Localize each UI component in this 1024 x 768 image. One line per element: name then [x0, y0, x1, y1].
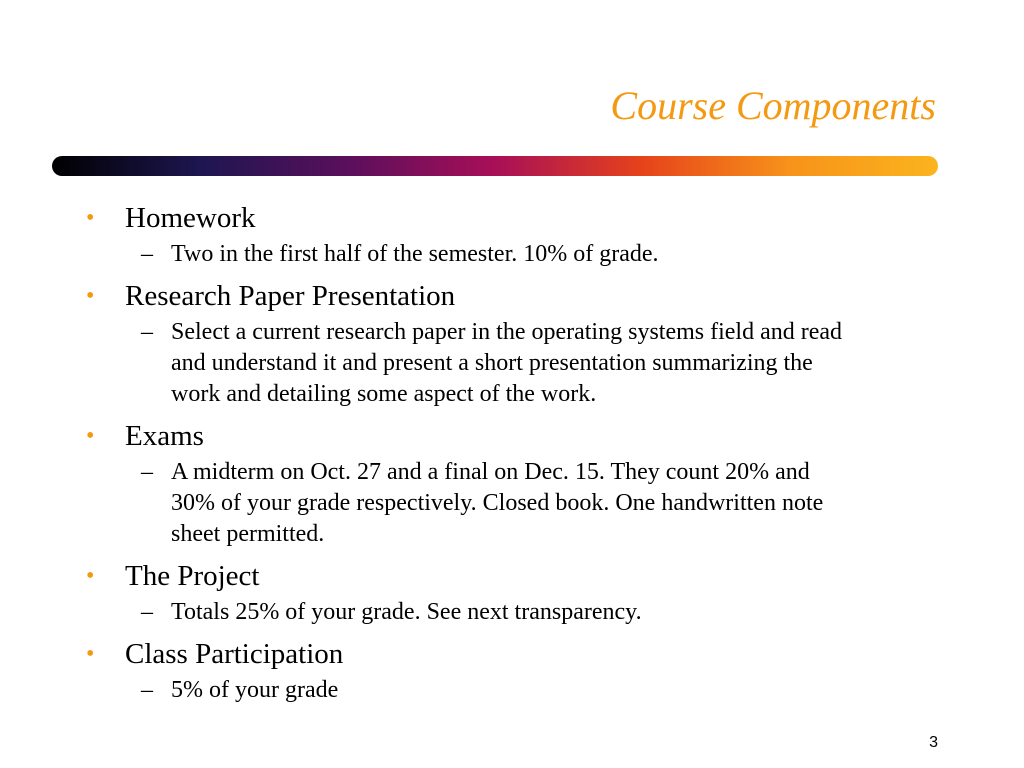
item-detail: Select a current research paper in the operating systems field and read and understand it and present a short presentation summarizing the work and detailing some aspect of the work.: [171, 319, 843, 407]
dash-icon: –: [141, 241, 153, 267]
item-label: Class Participation: [125, 638, 344, 670]
item-label: Research Paper Presentation: [125, 280, 456, 312]
list-item-exams: [86, 418, 946, 550]
dash-icon: –: [141, 677, 153, 703]
item-label: Homework: [125, 202, 256, 234]
bullet-icon: •: [86, 283, 95, 309]
item-detail: Totals 25% of your grade. See next transparency.: [171, 599, 642, 625]
dash-icon: –: [141, 459, 153, 485]
item-label: The Project: [125, 560, 260, 592]
bullet-icon: •: [86, 423, 95, 449]
item-detail: 5% of your grade: [171, 677, 339, 703]
list-item-class-participation: [86, 636, 946, 706]
page-number: 3: [929, 734, 938, 751]
bullet-list: [86, 200, 946, 714]
list-item-homework: [86, 200, 946, 270]
bullet-icon: •: [86, 563, 95, 589]
bullet-icon: •: [86, 205, 95, 231]
bullet-icon: •: [86, 641, 95, 667]
list-item-research-paper: [86, 278, 946, 410]
list-item-project: [86, 558, 946, 628]
slide-title: Course Components: [610, 83, 936, 128]
item-detail: Two in the first half of the semester. 10% of grade.: [171, 241, 659, 267]
dash-icon: –: [141, 319, 153, 345]
item-detail: A midterm on Oct. 27 and a final on Dec. 15. They count 20% and 30% of your grade respectively. Closed book. One handwritten note sheet permitted.: [171, 459, 824, 547]
title-divider-bar: [52, 156, 938, 176]
dash-icon: –: [141, 599, 153, 625]
item-label: Exams: [125, 420, 204, 452]
